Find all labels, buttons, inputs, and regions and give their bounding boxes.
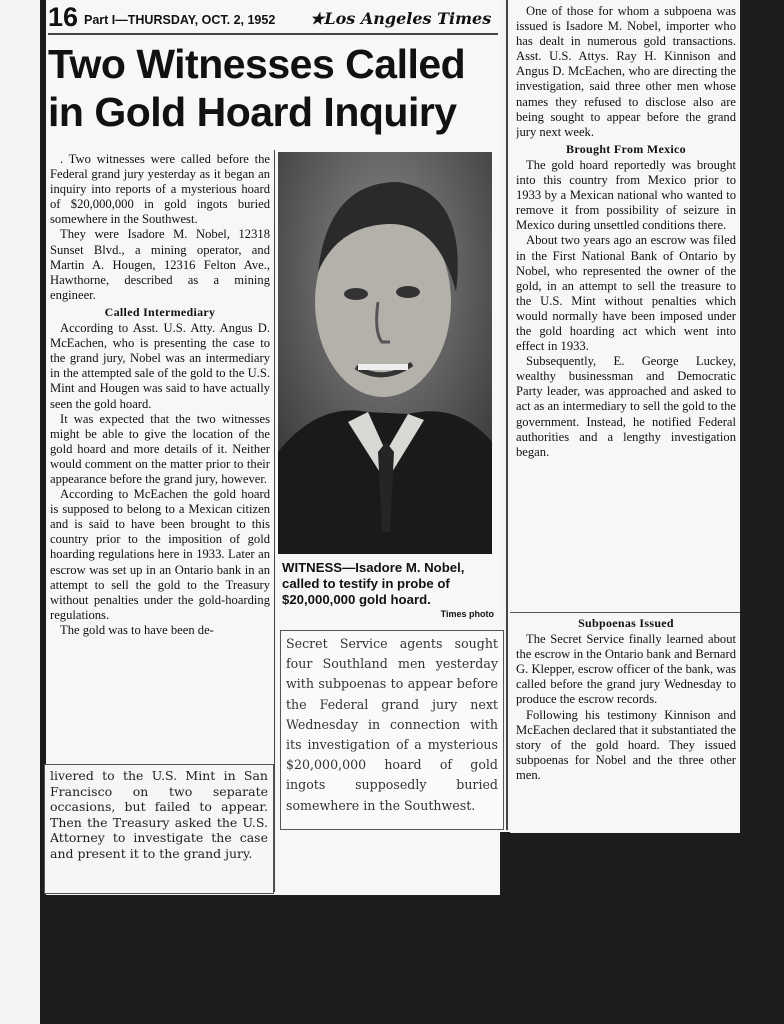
continuation-text: livered to the U.S. Mint in San Francisco on two separate occasions, but failed to appear. Then the Treasury asked the U.S. Attorney to investigate the case and present it to the grand jury. [50, 768, 268, 861]
page-number: 16 [48, 2, 79, 32]
article-column-3b [516, 614, 736, 828]
subhead-brought-from-mexico: Brought From Mexico [566, 141, 686, 156]
paragraph: . Two witnesses were called before the Federal grand jury yesterday as it began an inquiry into reports of a mysterious hoard of $20,000,000 in gold ingots buried somewhere in the Southwest. [50, 152, 270, 227]
masthead [48, 4, 498, 34]
paragraph: About two years ago an escrow was filed in the First National Bank of Ontario by Nobel, who represented the owner of the gold, in an attempt to sell the treasure to the U.S. Mint without penalties which would normally have been imposed under the gold hoarding act which went into effect in 1933. [516, 233, 736, 354]
caption-text: WITNESS—Isadore M. Nobel, called to testify in probe of $20,000,000 gold hoard. [282, 560, 465, 607]
subhead-subpoenas-issued: Subpoenas Issued [578, 616, 674, 630]
teeth [358, 364, 408, 370]
paragraph: One of those for whom a subpoena was issued is Isadore M. Nobel, importer who has dealt in numerous gold transactions. Asst. U.S. Attys. Ray H. Kinnison and Angus D. McEachen, who are directing the investigation, said three other men whose names they refused to disclose also are being sought to appear before the grand jury next week. [516, 4, 736, 139]
paragraph: According to Asst. U.S. Atty. Angus D. McEachen, who is presenting the case to the grand jury, Nobel was an intermediary in the attempted sale of the gold to the U.S. Mint and Hougen was said to have actually seen the gold hoard. [50, 321, 270, 411]
paragraph: It was expected that the two witnesses might be able to give the location of the gold hoard and more details of it. Neither would comment on the matter prior to their appearance before the grand jury, however. [50, 411, 270, 486]
paragraph: The gold was to have been de- [60, 622, 214, 637]
lead-text [286, 634, 498, 824]
headline-line-1: Two Witnesses Called [48, 41, 466, 87]
paragraph: Following his testimony Kinnison and McEachen declared that it substantiated the story of the gold hoard. They issued subpoenas for Nobel and the three other men. [516, 707, 736, 782]
lead-paragraph: Secret Service agents sought four Southland men yesterday with subpoenas to appear before the Federal grand jury next Wednesday in connection with its investigation of a mysterious $20,000,000 hoard of gold ingots supposedly buried somewhere in the Southwest. [286, 636, 498, 813]
paragraph: The gold hoard reportedly was brought into this country from Mexico prior to 1933 by a Mexican national who wanted to remove it from possibility of seizure in Mexico during unsettled conditions there. [516, 157, 736, 233]
paragraph: The Secret Service finally learned about the escrow in the Ontario bank and Bernard G. Klepper, escrow officer of the bank, was called before the grand jury Wednesday to produce the escrow records. [516, 632, 736, 707]
photo-credit: Times photo [440, 609, 494, 619]
right-eye [396, 286, 420, 298]
paper-name: ★Los Angeles Times [310, 9, 492, 28]
portrait-image [278, 152, 492, 554]
subhead-called-intermediary: Called Intermediary [104, 304, 216, 319]
column-rule [274, 150, 275, 892]
paragraph: Subsequently, E. George Luckey, wealthy businessman and Democratic Party leader, was approached and asked to act as an intermediary to sell the gold to the government. Instead, he notified Federal authorities and a lengthy investigation began. [516, 354, 736, 459]
left-eye [344, 288, 368, 300]
paragraph: According to McEachen the gold hoard is supposed to belong to a Mexican citizen and is said to have been brought to this country prior to the imposition of gold hoarding regulations here in 1933. Later an escrow was set up in an Ontario bank in an attempt to sell the gold to the Treasury without penalties under the gold-hoarding regulations. [50, 487, 270, 622]
section-date: Part I—THURSDAY, OCT. 2, 1952 [84, 13, 276, 27]
scan-background-left-lower [46, 895, 500, 1024]
photo [278, 152, 492, 554]
headline-line-2: in Gold Hoard Inquiry [48, 89, 457, 135]
column-rule [506, 0, 508, 830]
article-column-1 [50, 152, 270, 764]
article-continuation [50, 768, 268, 890]
article-column-3 [516, 4, 736, 610]
masthead-rule [48, 33, 498, 35]
headline [48, 40, 498, 136]
photo-caption [282, 560, 494, 619]
paragraph: They were Isadore M. Nobel, 12318 Sunset Blvd., a mining operator, and Martin A. Hougen, 12316 Felton Ave., Hawthorne, described as a mining engineer. [50, 227, 270, 302]
